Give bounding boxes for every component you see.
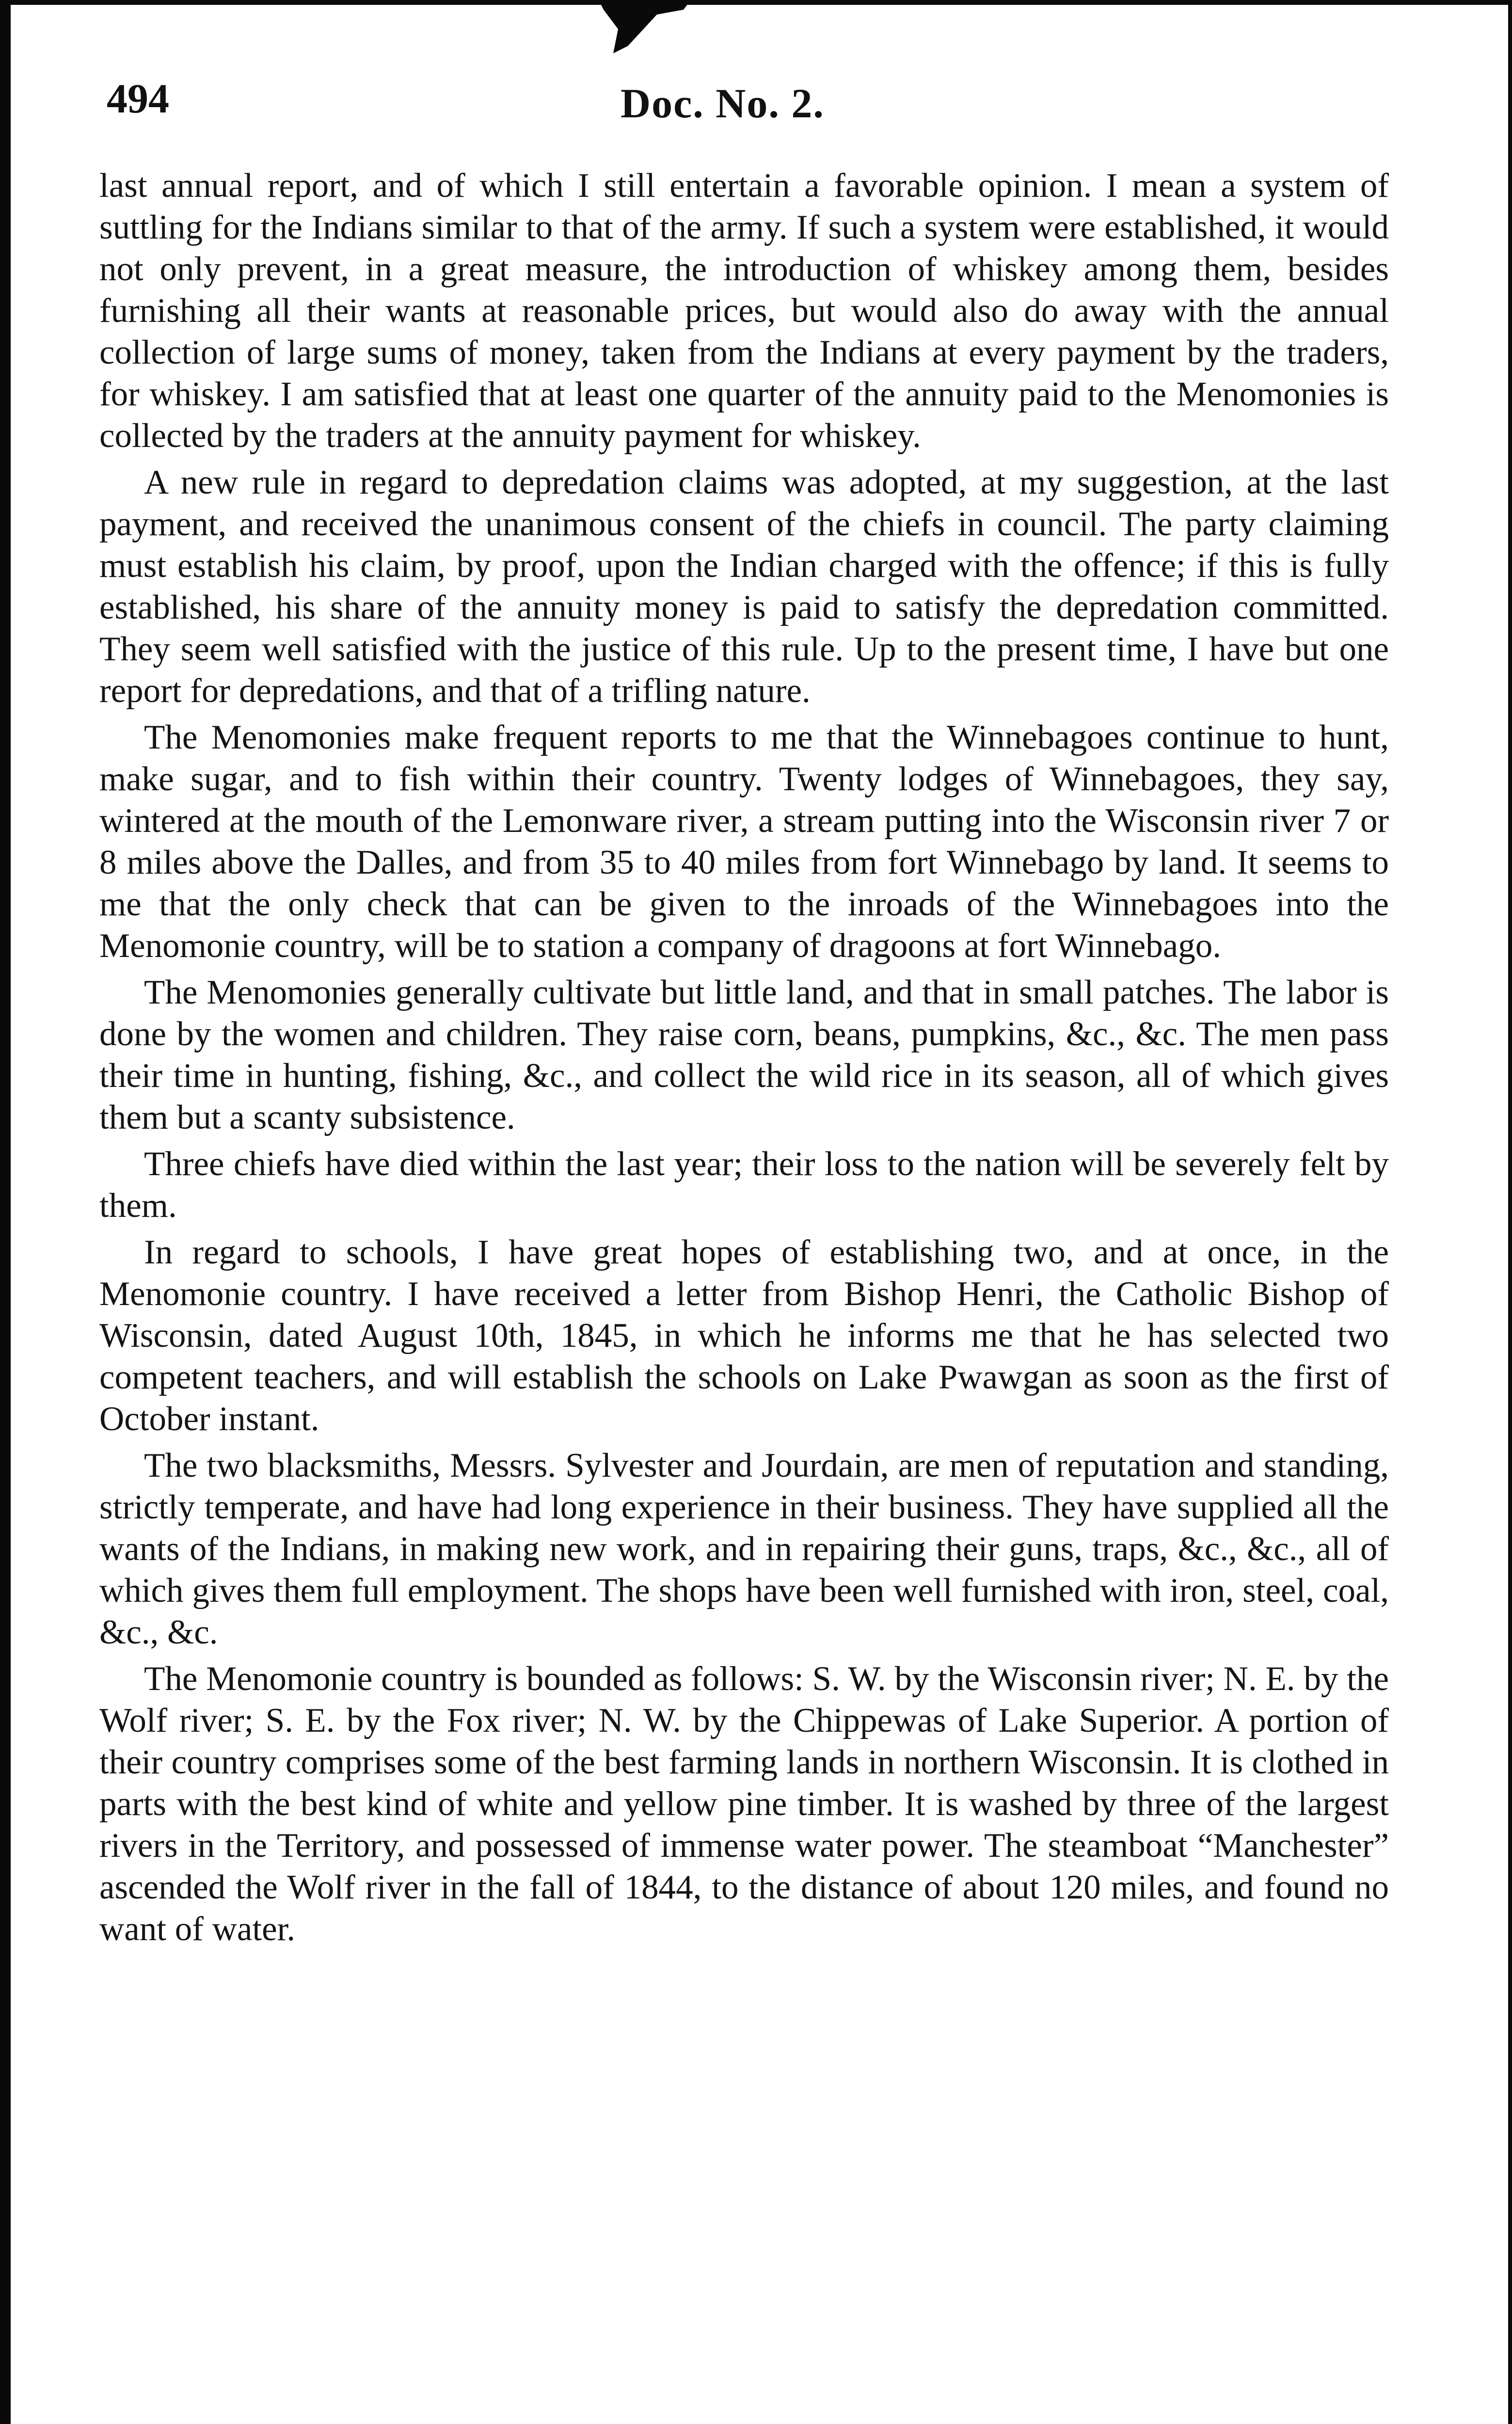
page-header [107, 72, 1386, 135]
paragraph: The Menomonie country is bounded as follows: S. W. by the Wisconsin river; N. E. by the Wolf river; S. E. by the Fox river; N. W. by the Chippewas of Lake Superior. A portion of their country comprises some of the best farming lands in northern Wisconsin. It is clothed in parts with the best kind of white and yellow pine timber. It is washed by three of the largest rivers in the Territory, and possessed of immense water power. The steamboat “Manchester” ascended the Wolf river in the fall of 1844, to the distance of about 120 miles, and found no want of water. [99, 1660, 1389, 1948]
paragraph: The Menomonies make frequent reports to me that the Winnebagoes continue to hunt, make sugar, and to fish within their country. Twenty lodges of Winnebagoes, they say, wintered at the mouth of the Lemonware river, a stream putting into the Wisconsin river 7 or 8 miles above the Dalles, and from 35 to 40 miles from fort Winnebago by land. It seems to me that the only check that can be given to the inroads of the Winnebagoes into the Menomonie country, will be to station a company of dragoons at fort Winnebago. [99, 718, 1389, 965]
scan-border-top [0, 0, 1512, 5]
ink-blot-decoration [599, 0, 691, 53]
running-head: Doc. No. 2. [621, 80, 825, 127]
paragraph: A new rule in regard to depredation claims was adopted, at my suggestion, at the last payment, and received the unanimous consent of the chiefs in council. The party claiming must establish his claim, by proof, upon the Indian charged with the offence; if this is fully established, his share of the annuity money is paid to satisfy the depredation committed. They seem well satisfied with the justice of this rule. Up to the present time, I have but one report for depredations, and that of a trifling nature. [99, 463, 1389, 710]
document-body [99, 165, 1389, 1955]
paragraph: The Menomonies generally cultivate but little land, and that in small patches. The labor is done by the women and children. They raise corn, beans, pumpkins, &c., &c. The men pass their time in hunting, fishing, &c., and collect the wild rice in its season, all of which gives them but a scanty subsistence. [99, 973, 1389, 1136]
scan-border-right [1508, 0, 1512, 2424]
paragraph: In regard to schools, I have great hopes of establishing two, and at once, in the Menomonie country. I have received a letter from Bishop Henri, the Catholic Bishop of Wisconsin, dated August 10th, 1845, in which he informs me that he has selected two competent teachers, and will establish the schools on Lake Pwawgan as soon as the first of October instant. [99, 1233, 1389, 1438]
paragraph: The two blacksmiths, Messrs. Sylvester and Jourdain, are men of reputation and standing, strictly temperate, and have had long experience in their business. They have supplied all the wants of the Indians, in making new work, and in repairing their guns, traps, &c., &c., all of which gives them full employment. The shops have been well furnished with iron, steel, coal, &c., &c. [99, 1447, 1389, 1651]
scan-border-left [0, 0, 11, 2424]
paragraph: Three chiefs have died within the last year; their loss to the nation will be severely felt by them. [99, 1145, 1389, 1225]
page-number: 494 [107, 75, 169, 122]
paragraph: last annual report, and of which I still entertain a favorable opinion. I mean a system of suttling for the Indians similar to that of the army. If such a system were established, it would not only prevent, in a great measure, the introduction of whiskey among them, besides furnishing all their wants at reasonable prices, but would also do away with the annual collection of large sums of money, taken from the Indians at every payment by the traders, for whiskey. I am satisfied that at least one quarter of the annuity paid to the Menomonies is collected by the traders at the annuity payment for whiskey. [99, 167, 1389, 455]
